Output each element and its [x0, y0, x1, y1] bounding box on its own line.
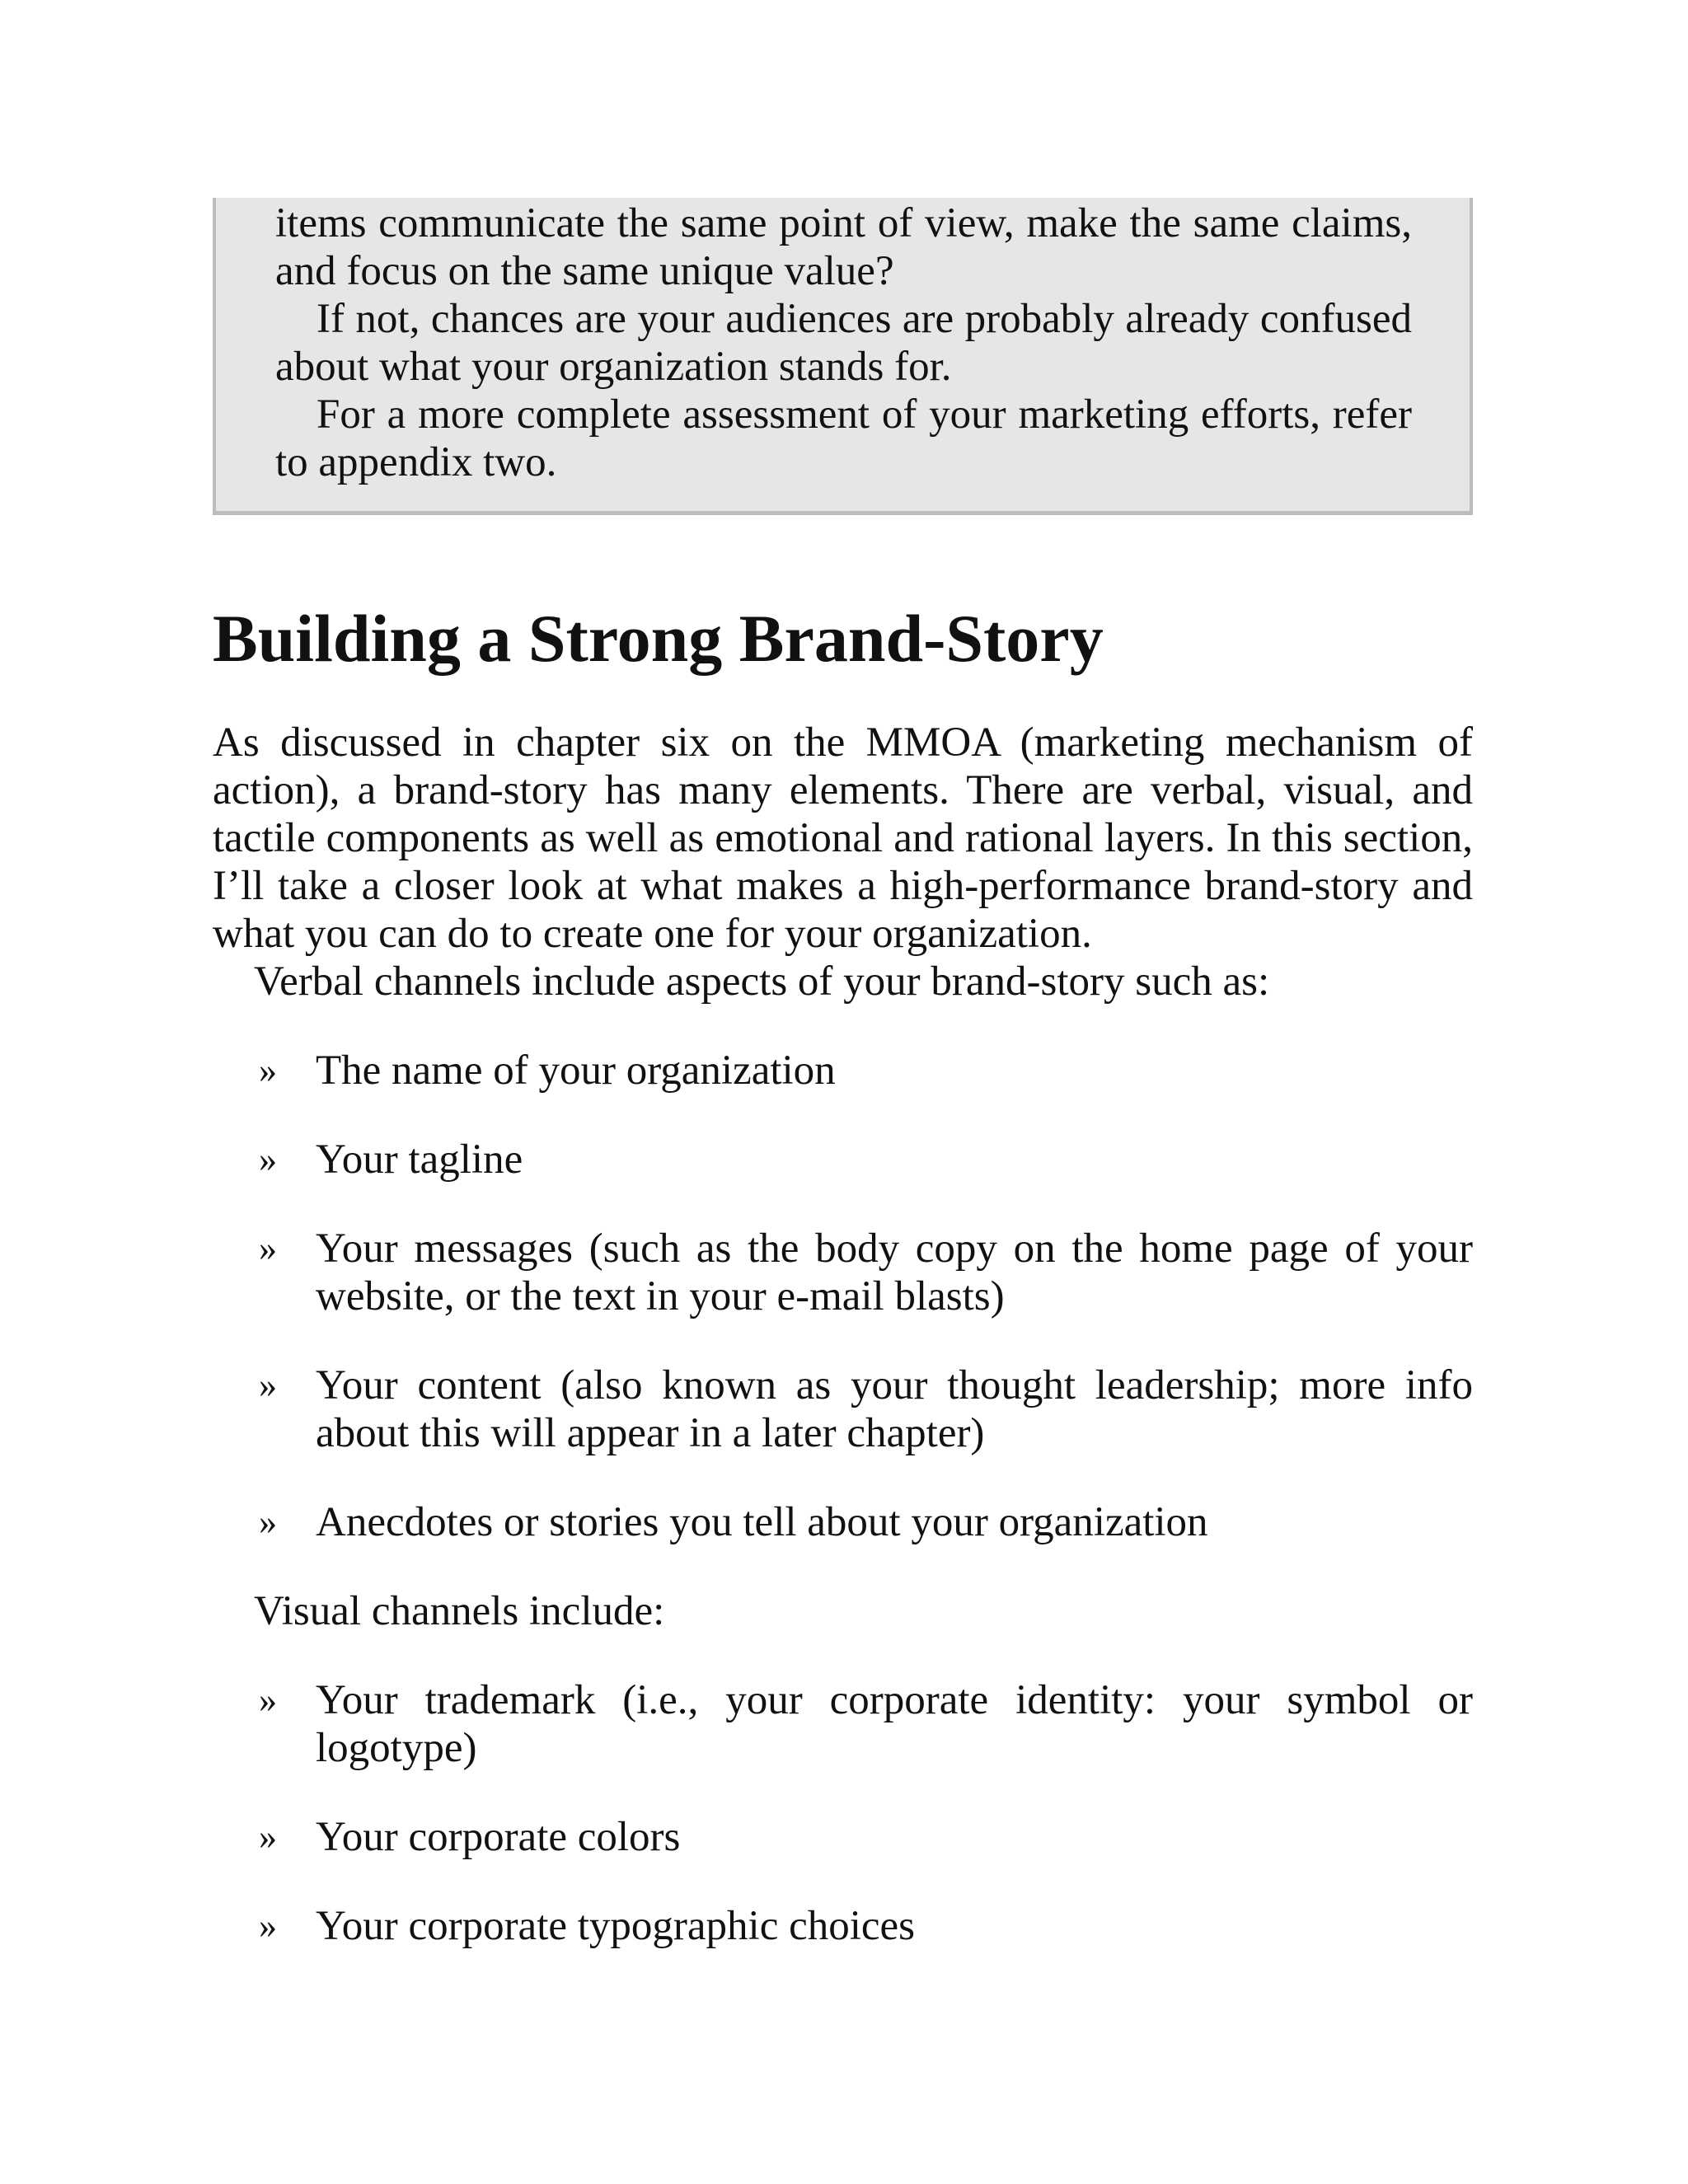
verbal-channels-list: [213, 1047, 1473, 1546]
bullet-glyph: »: [259, 1050, 277, 1090]
callout-paragraph: items communicate the same point of view, make the same claims, and focus on the same unique value?: [275, 200, 1412, 294]
bullet-glyph: »: [259, 1905, 277, 1946]
callout-paragraph: For a more complete assessment of your marketing efforts, refer to appendix two.: [275, 391, 1412, 485]
bullet-glyph: »: [259, 1816, 277, 1857]
list-item-text: Your content (also known as your thought leadership; more info about this will appear in a later chapter): [316, 1362, 1473, 1456]
bullet-glyph: »: [259, 1139, 277, 1179]
bullet-glyph: »: [259, 1228, 277, 1268]
list-item: [213, 1813, 1473, 1861]
list-item-text: The name of your organization: [316, 1047, 836, 1094]
intro-paragraph: As discussed in chapter six on the MMOA (marketing mechanism of action), a brand-story has many elements. There are verbal, visual, and tactile components as well as emotional and rational layers. In this section, I’ll take a closer look at what makes a high-performance brand-story and what you can do to create one for your organization.: [213, 719, 1473, 957]
list-item: [213, 1136, 1473, 1183]
callout-paragraph: If not, chances are your audiences are probably already confused about what your organization stands for.: [275, 296, 1412, 390]
list-item-text: Your messages (such as the body copy on the home page of your website, or the text in your e-mail blasts): [316, 1226, 1473, 1319]
list-item-text: Your corporate colors: [316, 1814, 681, 1860]
list-item: [213, 1676, 1473, 1772]
callout-box: [213, 198, 1473, 515]
list-item-text: Your tagline: [316, 1137, 523, 1183]
list-item: [213, 1225, 1473, 1320]
list-item: [213, 1498, 1473, 1546]
section-body: [213, 719, 1473, 1950]
visual-lead-paragraph: Visual channels include:: [254, 1588, 665, 1634]
list-item-text: Anecdotes or stories you tell about your organization: [316, 1499, 1208, 1545]
list-item-text: Your trademark (i.e., your corporate identity: your symbol or logotype): [316, 1677, 1473, 1771]
bullet-glyph: »: [259, 1502, 277, 1542]
list-item: [213, 1047, 1473, 1094]
list-item: [213, 1361, 1473, 1457]
verbal-lead-paragraph: Verbal channels include aspects of your brand-story such as:: [254, 958, 1270, 1005]
bullet-glyph: »: [259, 1680, 277, 1720]
bullet-glyph: »: [259, 1365, 277, 1405]
list-item-text: Your corporate typographic choices: [316, 1903, 916, 1949]
section-heading: Building a Strong Brand-Story: [213, 601, 1104, 676]
list-item: [213, 1902, 1473, 1950]
visual-channels-list: [213, 1676, 1473, 1950]
